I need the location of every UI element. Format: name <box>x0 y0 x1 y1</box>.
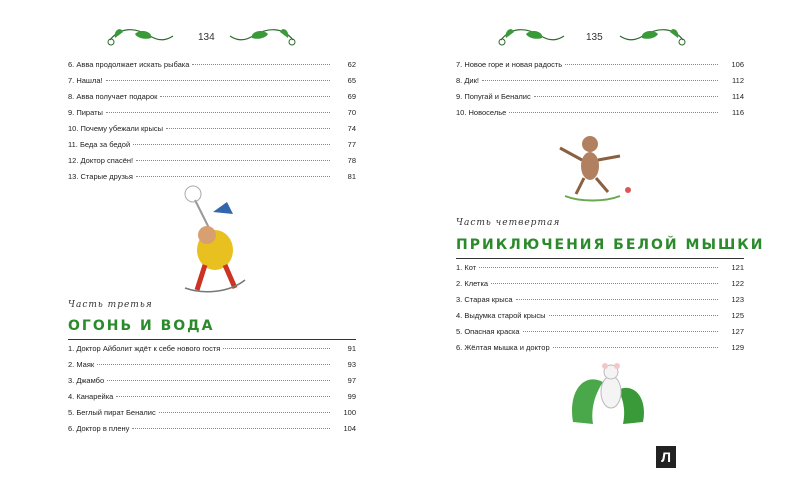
toc-entry-page: 123 <box>731 295 744 304</box>
toc-entry-title: 2. Маяк <box>68 360 95 369</box>
toc-entry-page: 122 <box>731 279 744 288</box>
toc-entry-page: 116 <box>732 108 744 117</box>
dot-leader <box>192 64 330 65</box>
toc-entry-title: 8. Авва получает подарок <box>68 92 158 101</box>
toc-entry-page: 106 <box>731 60 744 69</box>
toc-entry-title: 6. Доктор в плену <box>68 424 130 433</box>
toc-entry-page: 112 <box>732 76 744 85</box>
page-number: 134 <box>198 32 215 43</box>
toc-entry <box>68 60 356 76</box>
part-label: Часть четвертая <box>456 218 561 228</box>
dot-leader <box>516 299 718 300</box>
toc-entry-title: 5. Беглый пират Беналис <box>68 408 156 417</box>
white-mouse-illustration <box>563 352 653 427</box>
dot-leader <box>223 348 330 349</box>
leaf-ornament-icon <box>618 22 688 52</box>
toc-entry-title: 13. Старые друзья <box>68 172 133 181</box>
pirate-illustration <box>175 180 255 295</box>
monkey-illustration <box>550 130 640 205</box>
leaf-ornament-icon <box>496 22 566 52</box>
toc-entry <box>68 108 356 124</box>
dot-leader <box>479 267 718 268</box>
toc-entry-page: 127 <box>731 327 744 336</box>
leaf-ornament-icon <box>228 22 298 52</box>
toc-entry-page: 93 <box>347 360 356 369</box>
dot-leader <box>133 144 330 145</box>
toc-entry-title: 7. Новое горе и новая радость <box>456 60 563 69</box>
dot-leader <box>565 64 718 65</box>
table-of-contents <box>68 344 356 440</box>
toc-entry-page: 70 <box>347 108 356 117</box>
toc-entry <box>68 140 356 156</box>
table-of-contents <box>456 263 744 359</box>
dot-leader <box>549 315 718 316</box>
page-number: 135 <box>586 32 603 43</box>
toc-entry <box>68 376 356 392</box>
divider <box>68 339 356 340</box>
toc-entry <box>68 408 356 424</box>
table-of-contents <box>68 60 356 188</box>
toc-entry-page: 69 <box>347 92 356 101</box>
toc-entry-title: 5. Опасная краска <box>456 327 520 336</box>
toc-entry-title: 3. Джамбо <box>68 376 105 385</box>
table-of-contents <box>456 60 744 124</box>
toc-entry <box>456 279 744 295</box>
toc-entry-page: 104 <box>343 424 356 433</box>
toc-entry <box>456 92 744 108</box>
toc-entry-page: 74 <box>347 124 356 133</box>
part-title: ОГОНЬ И ВОДА <box>68 318 215 334</box>
toc-entry-title: 12. Доктор спасён! <box>68 156 134 165</box>
toc-entry-title: 6. Жёлтая мышка и доктор <box>456 343 550 352</box>
toc-entry-page: 125 <box>731 311 744 320</box>
toc-entry-page: 100 <box>343 408 356 417</box>
dot-leader <box>106 112 330 113</box>
dot-leader <box>136 176 330 177</box>
dot-leader <box>159 412 330 413</box>
divider <box>456 258 744 259</box>
toc-entry <box>68 156 356 172</box>
toc-entry <box>456 295 744 311</box>
dot-leader <box>534 96 718 97</box>
right-page <box>400 0 800 480</box>
dot-leader <box>132 428 330 429</box>
toc-entry-page: 65 <box>347 76 356 85</box>
dot-leader <box>482 80 718 81</box>
dot-leader <box>106 80 330 81</box>
toc-entry-title: 9. Попугай и Беналис <box>456 92 531 101</box>
toc-entry-title: 11. Беда за бедой <box>68 140 131 149</box>
toc-entry <box>68 392 356 408</box>
dot-leader <box>116 396 330 397</box>
toc-entry-title: 8. Дик! <box>456 76 479 85</box>
toc-entry <box>456 327 744 343</box>
dot-leader <box>166 128 330 129</box>
toc-entry-title: 4. Выдумка старой крысы <box>456 311 546 320</box>
toc-entry-page: 91 <box>347 344 356 353</box>
publisher-logo: Л <box>656 446 676 468</box>
dot-leader <box>491 283 718 284</box>
dot-leader <box>97 364 330 365</box>
toc-entry-title: 7. Нашла! <box>68 76 103 85</box>
toc-entry-page: 77 <box>347 140 356 149</box>
toc-entry <box>68 424 356 440</box>
dot-leader <box>553 347 718 348</box>
toc-entry-title: 1. Доктор Айболит ждёт к себе нового гостя <box>68 344 221 353</box>
toc-entry-page: 78 <box>347 156 356 165</box>
dot-leader <box>107 380 330 381</box>
toc-entry <box>456 263 744 279</box>
toc-entry-title: 1. Кот <box>456 263 477 272</box>
toc-entry <box>68 344 356 360</box>
toc-entry-title: 4. Канарейка <box>68 392 114 401</box>
toc-entry-page: 121 <box>731 263 744 272</box>
leaf-ornament-icon <box>105 22 175 52</box>
toc-entry <box>68 76 356 92</box>
part-label: Часть третья <box>68 300 153 310</box>
toc-entry <box>456 311 744 327</box>
dot-leader <box>523 331 718 332</box>
toc-entry-title: 2. Клетка <box>456 279 489 288</box>
toc-entry <box>456 76 744 92</box>
dot-leader <box>136 160 330 161</box>
toc-entry-title: 9. Пираты <box>68 108 103 117</box>
toc-entry-page: 81 <box>347 172 356 181</box>
toc-entry-title: 3. Старая крыса <box>456 295 513 304</box>
toc-entry <box>68 92 356 108</box>
part-title: ПРИКЛЮЧЕНИЯ БЕЛОЙ МЫШКИ <box>456 237 765 253</box>
toc-entry <box>456 108 744 124</box>
toc-entry-page: 97 <box>347 376 356 385</box>
toc-entry <box>68 124 356 140</box>
toc-entry <box>68 360 356 376</box>
toc-entry-title: 10. Почему убежали крысы <box>68 124 164 133</box>
toc-entry <box>456 60 744 76</box>
dot-leader <box>160 96 330 97</box>
dot-leader <box>509 112 718 113</box>
toc-entry-page: 99 <box>347 392 356 401</box>
toc-entry-title: 10. Новоселье <box>456 108 507 117</box>
toc-entry-page: 129 <box>731 343 744 352</box>
toc-entry-page: 62 <box>347 60 356 69</box>
toc-entry-page: 114 <box>732 92 744 101</box>
toc-entry-title: 6. Авва продолжает искать рыбака <box>68 60 190 69</box>
